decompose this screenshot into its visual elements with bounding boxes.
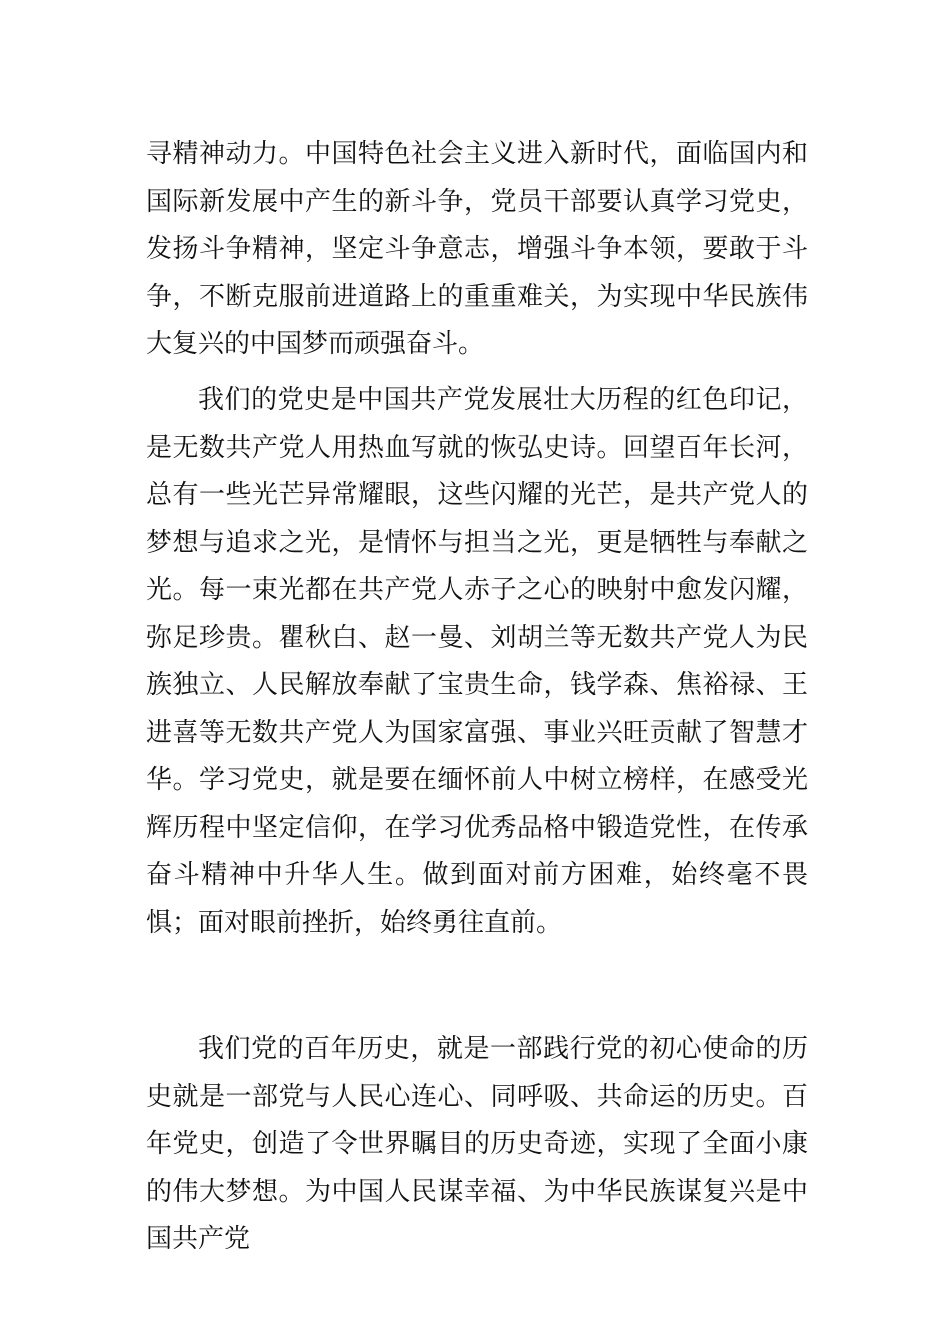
paragraph-century-history: 我们党的百年历史，就是一部践行党的初心使命的历史就是一部党与人民心连心、同呼吸、共命运的历史。百年党史，创造了令世界瞩目的历史奇迹，实现了全面小康的伟大梦想。为中国人民谋幸福、为中华民族谋复兴是中国共产党 [146,1034,808,1254]
paragraph-continuation: 寻精神动力。中国特色社会主义进入新时代，面临国内和国际新发展中产生的新斗争，党员干部要认真学习党史，发扬斗争精神，坚定斗争意志，增强斗争本领，要敢于斗争，不断克服前进道路上的重重难关，为实现中华民族伟大复兴的中国梦而顽强奋斗。 [146,139,808,359]
paragraph-party-history: 我们的党史是中国共产党发展壮大历程的红色印记，是无数共产党人用热血写就的恢弘史诗。回望百年长河，总有一些光芒异常耀眼，这些闪耀的光芒，是共产党人的梦想与追求之光，是情怀与担当之光，更是牺牲与奉献之光。每一束光都在共产党人赤子之心的映射中愈发闪耀，弥足珍贵。瞿秋白、赵一曼、刘胡兰等无数共产党人为民族独立、人民解放奉献了宝贵生命，钱学森、焦裕禄、王进喜等无数共产党人为国家富强、事业兴旺贡献了智慧才华。学习党史，就是要在缅怀前人中树立榜样，在感受光辉历程中坚定信仰，在学习优秀品格中锻造党性，在传承奋斗精神中升华人生。做到面对前方困难，始终毫不畏惧；面对眼前挫折，始终勇往直前。 [146,385,808,938]
